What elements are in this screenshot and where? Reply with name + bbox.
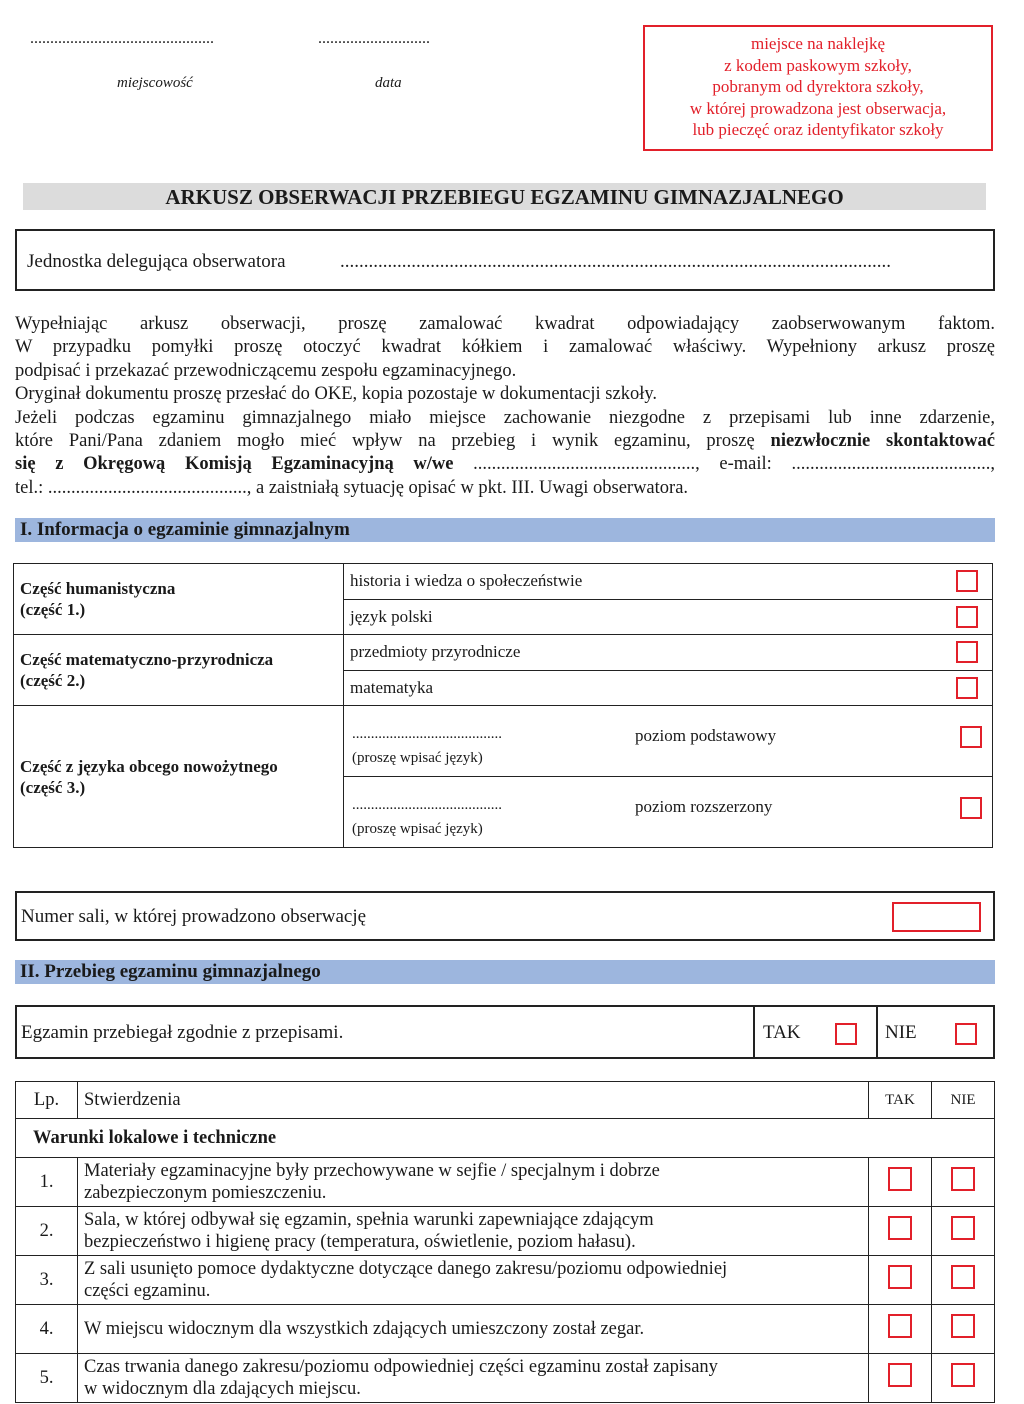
nie-cell: [932, 1207, 995, 1256]
nie-cell: [932, 1305, 995, 1354]
row-number: 4.: [16, 1305, 78, 1354]
instruction-line: Oryginał dokumentu proszę przesłać do OKE, kopia pozostaje w dokumentacji szkoły.: [15, 384, 658, 405]
exam-info-table: [13, 563, 993, 848]
checkbox-tak[interactable]: [835, 1023, 857, 1045]
row-line: zabezpieczonym pomieszczeniu.: [84, 1183, 327, 1203]
nie-cell: [932, 1354, 995, 1403]
checkbox[interactable]: [960, 726, 982, 748]
date-dots[interactable]: ............................: [318, 30, 430, 47]
compliance-row: [15, 1005, 995, 1059]
row-line: części egzaminu.: [84, 1281, 211, 1301]
tak-label: TAK: [763, 1022, 801, 1043]
table-row: [16, 1305, 995, 1354]
tak-cell: [869, 1256, 932, 1305]
tak-cell: [869, 1207, 932, 1256]
tak-cell: [869, 1354, 932, 1403]
col-tak: TAK: [869, 1082, 932, 1119]
tak-cell: [869, 1305, 932, 1354]
table-row: [16, 1256, 995, 1305]
nie-label: NIE: [885, 1022, 917, 1043]
language-row: [344, 706, 993, 777]
option-row: [344, 670, 993, 706]
part1-sub: (część 1.): [20, 600, 86, 619]
instruction-line: [15, 430, 995, 453]
part3-label: [14, 706, 344, 848]
checkbox-nie[interactable]: [951, 1314, 975, 1338]
room-number-input[interactable]: [892, 902, 981, 932]
instruction-bold: się z Okręgową Komisją Egzaminacyjną w/we: [15, 454, 454, 475]
language-dots[interactable]: ........................................: [352, 726, 502, 742]
checkbox-tak[interactable]: [888, 1216, 912, 1240]
row-number: 1.: [16, 1158, 78, 1207]
checkbox[interactable]: [956, 606, 978, 628]
checkbox[interactable]: [960, 797, 982, 819]
checkbox-nie[interactable]: [955, 1023, 977, 1045]
option-row: [344, 635, 993, 671]
checkbox-tak[interactable]: [888, 1314, 912, 1338]
row-text: [78, 1256, 869, 1305]
statements-table: [15, 1081, 995, 1403]
row-number: 5.: [16, 1354, 78, 1403]
page-title: ARKUSZ OBSERWACJI PRZEBIEGU EGZAMINU GIMNAZJALNEGO: [23, 183, 986, 210]
tak-cell: [869, 1158, 932, 1207]
option-label: matematyka: [350, 677, 434, 697]
language-row: [344, 777, 993, 848]
part2-label: [14, 635, 344, 706]
checkbox-tak[interactable]: [888, 1167, 912, 1191]
instructions: [15, 313, 995, 500]
part3-sub: (część 3.): [20, 777, 86, 797]
checkbox[interactable]: [956, 570, 978, 592]
col-statements: Stwierdzenia: [78, 1082, 869, 1119]
sticker-line: miejsce na naklejkę: [750, 34, 886, 53]
row-text: [78, 1305, 869, 1354]
divider: [753, 1007, 755, 1057]
sticker-line: pobranym od dyrektora szkoły,: [712, 77, 924, 96]
compliance-label: Egzamin przebiegał zgodnie z przepisami.: [21, 1022, 344, 1043]
row-text: [78, 1354, 869, 1403]
delegation-field[interactable]: [15, 229, 995, 291]
section-1-title: I. Informacja o egzaminie gimnazjalnym: [15, 518, 995, 542]
part2-sub: (część 2.): [20, 671, 86, 690]
row-line: Sala, w której odbywał się egzamin, spełnia warunki zapewniające zdającym: [84, 1210, 654, 1230]
option-label: przedmioty przyrodnicze: [350, 642, 521, 662]
contact-dots[interactable]: ................................................, e-mail: ...........................................,: [453, 454, 995, 475]
level-label: poziom podstawowy: [635, 726, 777, 745]
row-line: W miejscu widocznym dla wszystkich zdających umieszczony został zegar.: [84, 1319, 645, 1339]
row-line: Materiały egzaminacyjne były przechowywane w sejfie / specjalnym i dobrze: [84, 1161, 660, 1181]
col-lp: Lp.: [16, 1082, 78, 1119]
part2-title: Część matematyczno-przyrodnicza: [20, 650, 274, 669]
option-label: język polski: [350, 606, 433, 626]
group-header: Warunki lokalowe i techniczne: [16, 1119, 995, 1158]
row-number: 2.: [16, 1207, 78, 1256]
checkbox-tak[interactable]: [888, 1363, 912, 1387]
place-label: miejscowość: [117, 75, 193, 91]
level-label: poziom rozszerzony: [635, 797, 773, 816]
instruction-line: Jeżeli podczas egzaminu gimnazjalnego miało miejsce zachowanie niezgodne z przepisami lub inne zdarzenie,: [15, 407, 995, 428]
checkbox-nie[interactable]: [951, 1265, 975, 1289]
row-text: [78, 1158, 869, 1207]
place-dots[interactable]: ..............................................: [30, 30, 214, 47]
checkbox-nie[interactable]: [951, 1363, 975, 1387]
language-hint: (proszę wpisać język): [352, 750, 483, 766]
option-label: historia i wiedza o społeczeństwie: [350, 571, 583, 591]
part1-label: [14, 564, 344, 635]
room-number-field: [15, 891, 995, 941]
room-label: Numer sali, w której prowadzono obserwację: [21, 906, 367, 927]
part3-title: Część z języka obcego nowożytnego: [20, 756, 278, 776]
checkbox[interactable]: [956, 641, 978, 663]
barcode-sticker-area: [643, 25, 993, 151]
delegation-label: Jednostka delegująca obserwatora: [27, 251, 286, 272]
section-2-title: II. Przebieg egzaminu gimnazjalnego: [15, 960, 995, 984]
checkbox-tak[interactable]: [888, 1265, 912, 1289]
date-label: data: [375, 75, 402, 91]
language-dots[interactable]: ........................................: [352, 797, 502, 813]
language-hint: (proszę wpisać język): [352, 821, 483, 837]
checkbox[interactable]: [956, 677, 978, 699]
instruction-line: [15, 453, 995, 476]
nie-cell: [932, 1256, 995, 1305]
row-line: bezpieczeństwo i higienę pracy (temperatura, oświetlenie, poziom hałasu).: [84, 1232, 636, 1252]
table-row: [16, 1158, 995, 1207]
instruction-bold: niezwłocznie skontaktować: [770, 431, 995, 452]
instruction-line: Wypełniając arkusz obserwacji, proszę zamalować kwadrat odpowiadający zaobserwowanym faktom.: [15, 314, 995, 334]
col-nie: NIE: [932, 1082, 995, 1119]
row-line: Czas trwania danego zakresu/poziomu odpowiedniej części egzaminu został zapisany: [84, 1357, 718, 1377]
sticker-line: lub pieczęć oraz identyfikator szkoły: [692, 120, 944, 139]
nie-cell: [932, 1158, 995, 1207]
row-line: w widocznym dla zdających miejscu.: [84, 1379, 361, 1399]
divider: [876, 1007, 878, 1057]
option-row: [344, 599, 993, 635]
row-text: [78, 1207, 869, 1256]
instruction-line: W przypadku pomyłki proszę otoczyć kwadrat kółkiem i zamalować właściwy. Wypełniony arkusz proszę: [15, 337, 995, 358]
instruction-line: tel.: ..........................................., a zaistniałą sytuację opisać w pkt. III. Uwagi obserwatora.: [15, 477, 689, 498]
row-number: 3.: [16, 1256, 78, 1305]
sticker-line: z kodem paskowym szkoły,: [724, 55, 912, 75]
instruction-line: podpisać i przekazać przewodniczącemu zespołu egzaminacyjnego.: [15, 360, 517, 381]
table-row: [16, 1207, 995, 1256]
row-line: Z sali usunięto pomoce dydaktyczne dotyczące danego zakresu/poziomu odpowiedniej: [84, 1259, 728, 1279]
checkbox-nie[interactable]: [951, 1216, 975, 1240]
table-row: [16, 1354, 995, 1403]
option-row: [344, 564, 993, 600]
sticker-line: w której prowadzona jest obserwacja,: [689, 98, 947, 118]
checkbox-nie[interactable]: [951, 1167, 975, 1191]
part1-title: Część humanistyczna: [20, 579, 176, 598]
instruction-text: które Pani/Pana zdaniem mogło mieć wpływ na przebieg i wynik egzaminu, proszę: [15, 431, 771, 452]
delegation-dots[interactable]: ....................................................................................................................: [340, 251, 891, 272]
